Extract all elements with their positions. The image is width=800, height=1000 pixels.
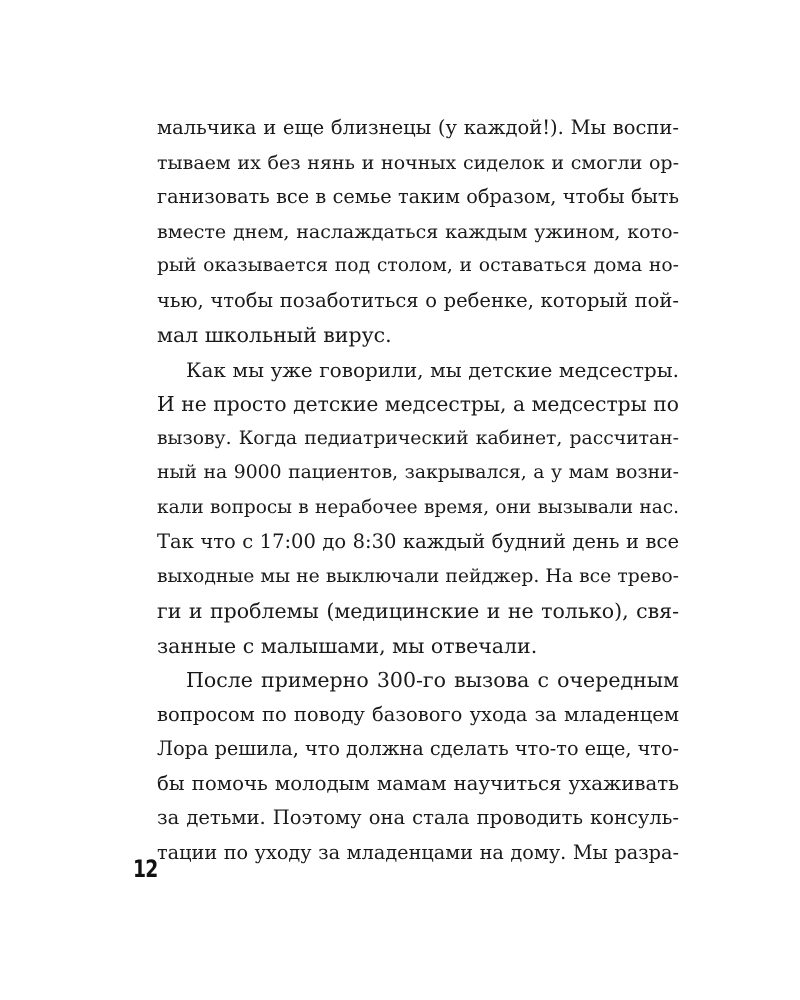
text-line: вместе днем, наслаждаться каждым ужином, кото- [157,220,679,243]
text-line: Как мы уже говорили, мы детские медсестры. [186,357,679,382]
text-line: ги и проблемы (медицинские и не только), свя- [157,599,679,623]
paragraph-1 [157,111,679,353]
text-line: бы помочь молодым мамам научиться ухаживать [157,771,679,795]
text-line: ный на 9000 пациентов, закрывался, а у мам возни- [157,462,679,483]
text-line: мальчика и еще близнецы (у каждой!). Мы воспи- [157,116,679,139]
text-line: за детьми. Поэтому она стала проводить консуль- [157,806,679,829]
text-line: чью, чтобы позаботиться о ребенке, который пой- [157,288,679,312]
text-line: вопросом по поводу базового ухода за младенцем [157,702,679,726]
body-text [157,111,679,870]
text-line: И не просто детские медсестры, а медсестры по [157,392,679,416]
page-number: 12 [133,855,158,883]
paragraph-2 [157,353,679,664]
text-line: Лора решила, что должна сделать что-то еще, что- [157,737,680,760]
text-line: мал школьный вирус. [157,323,392,347]
text-line: Так что с 17:00 до 8:30 каждый будний день и все [157,530,679,553]
paragraph-3 [157,663,679,870]
text-line: тываем их без нянь и ночных сиделок и смогли ор- [157,151,679,174]
text-line: занные с малышами, мы отвечали. [157,633,538,658]
text-line: кали вопросы в нерабочее время, они вызывали нас. [157,496,679,518]
text-line: После примерно 300-го вызова с очередным [186,668,679,692]
text-line: рый оказывается под столом, и оставаться дома но- [157,255,679,276]
text-line: ганизовать все в семье таким образом, чтобы быть [157,185,679,208]
text-line: тации по уходу за младенцами на дому. Мы разра- [157,840,679,864]
text-line: вызову. Когда педиатрический кабинет, рассчитан- [157,427,679,449]
text-line: выходные мы не выключали пейджер. На все трево- [157,565,679,587]
